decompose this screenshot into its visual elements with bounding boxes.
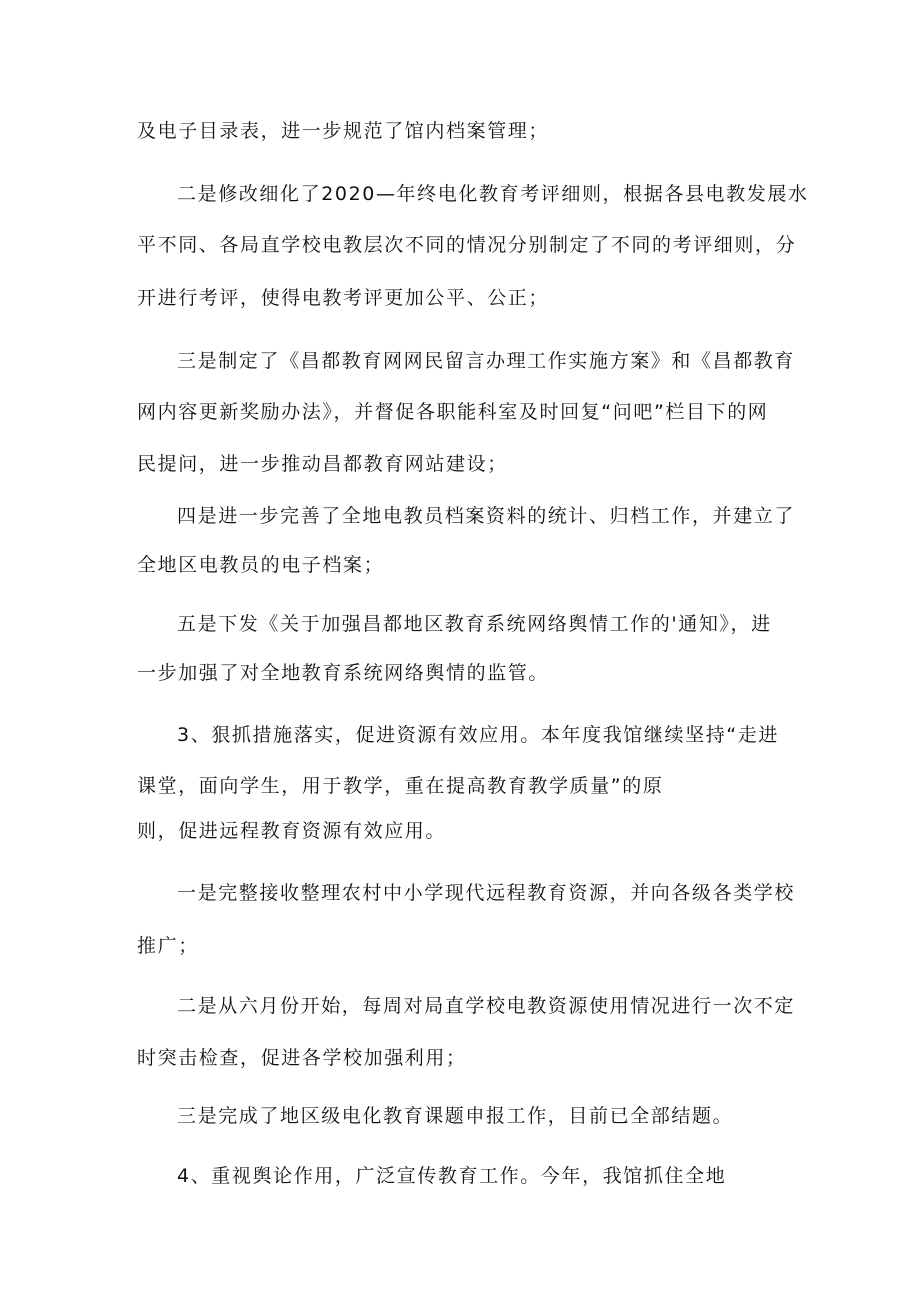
text-line-18: 时突击检查，促进各学校加强利用； <box>137 1047 467 1069</box>
text-line-11: 一步加强了对全地教育系统网络舆情的监管。 <box>137 662 550 684</box>
text-line-10: 五是下发《关于加强昌都地区教育系统网络舆情工作的'通知》，进 <box>177 613 772 635</box>
text-line-2: 二是修改细化了2020—年终电化教育考评细则，根据各县电教发展水 <box>177 183 809 205</box>
text-line-9: 全地区电教员的电子档案； <box>137 554 385 576</box>
text-line-8: 四是进一步完善了全地电教员档案资料的统计、归档工作，并建立了 <box>177 505 796 527</box>
text-line-7: 民提问，进一步推动昌都教育网站建设； <box>137 453 508 475</box>
text-line-17: 二是从六月份开始，每周对局直学校电教资源使用情况进行一次不定 <box>177 995 796 1017</box>
text-line-13: 课堂，面向学生，用于教学，重在提高教育教学质量”的原 <box>137 775 664 797</box>
text-line-20: 4、重视舆论作用，广泛宣传教育工作。今年，我馆抓住全地 <box>177 1165 727 1187</box>
text-line-15: 一是完整接收整理农村中小学现代远程教育资源，并向各级各类学校 <box>177 882 796 904</box>
text-line-3: 平不同、各局直学校电教层次不同的情况分别制定了不同的考评细则，分 <box>137 234 797 256</box>
text-line-4: 开进行考评，使得电教考评更加公平、公正； <box>137 287 550 309</box>
text-line-19: 三是完成了地区级电化教育课题申报工作，目前已全部结题。 <box>177 1105 734 1127</box>
text-line-5: 三是制定了《昌都教育网网民留言办理工作实施方案》和《昌都教育 <box>177 350 796 372</box>
text-line-14: 则，促进远程教育资源有效应用。 <box>137 820 447 842</box>
text-line-12: 3、狠抓措施落实，促进资源有效应用。本年度我馆继续坚持“走进 <box>177 724 779 746</box>
text-line-6: 网内容更新奖励办法》，并督促各职能科室及时回复“问吧”栏目下的网 <box>137 401 769 423</box>
text-line-1: 及电子目录表，进一步规范了馆内档案管理； <box>137 120 550 142</box>
text-line-16: 推广； <box>137 935 199 957</box>
